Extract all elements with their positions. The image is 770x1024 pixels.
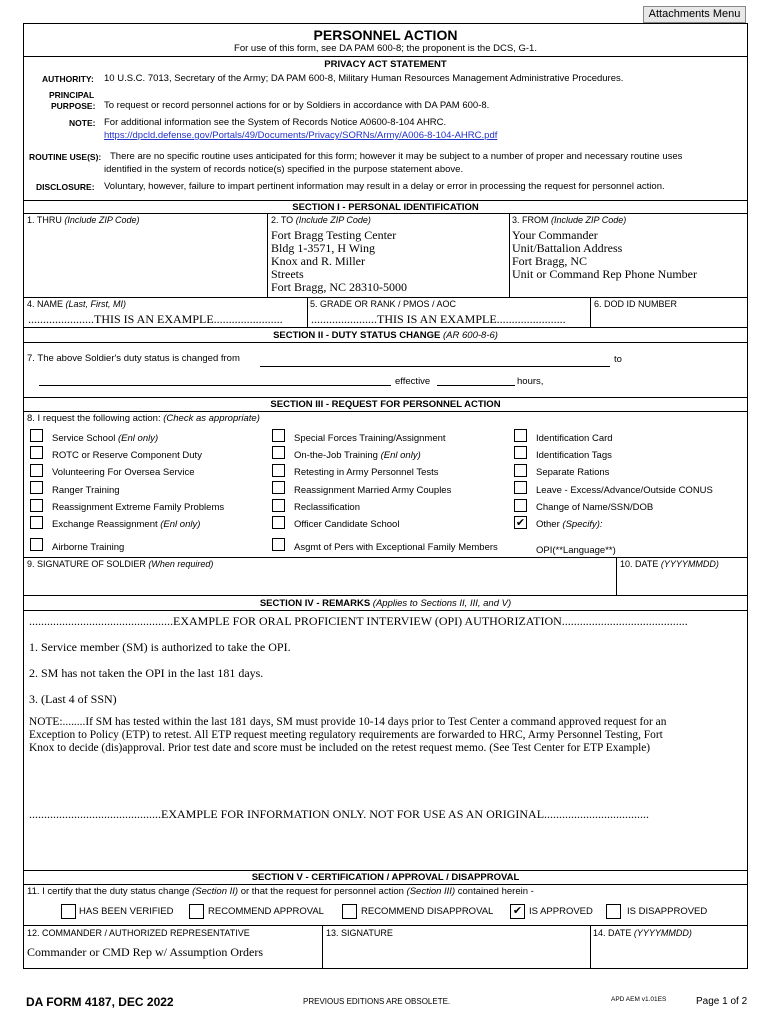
checkbox-other[interactable]: ✔ [515,517,526,529]
soldier-date-label: 10. DATE (YYYYMMDD) [620,559,719,569]
other-specify-field[interactable]: OPI(**Language**) [536,545,616,556]
option-other: Other (Specify): [536,519,603,530]
option-change-name: Change of Name/SSN/DOB [536,502,654,513]
section-4-heading: SECTION IV - REMARKS (Applies to Sections II, III, and V) [259,598,512,609]
to-line: Fort Bragg Testing Center [271,228,397,242]
commander-field[interactable]: Commander or CMD Rep w/ Assumption Orders [27,945,263,959]
checkbox-recommend-approval[interactable] [189,904,204,919]
checkbox-special-forces[interactable] [272,429,285,442]
option-leave: Leave - Excess/Advance/Outside CONUS [536,485,713,496]
to-line: Bldg 1-3571, H Wing [271,241,375,255]
approval-date-field[interactable] [593,941,743,965]
option-ojt: On-the-Job Training (Enl only) [294,450,421,461]
form-subtitle: For use of this form, see DA PAM 600-8; the proponent is the DCS, G-1. [234,43,537,54]
remarks-note-2: Exception to Policy (ETP) to retest. All ETP request meeting regulatory requirements are forwarded to HRC, Army Personnel Testing, Fort [29,729,663,741]
checkbox-reassignment-married[interactable] [272,481,285,494]
routine-text-2: identified in the system of records notice(s) specified in the purpose statement above. [104,164,464,175]
remarks-item-2: 2. SM has not taken the OPI in the last 181 days. [29,666,264,680]
option-asgmt-exceptional: Asgmt of Pers with Exceptional Family Members [294,542,498,553]
routine-label: ROUTINE USE(S): [29,152,102,162]
from-line: Your Commander [512,228,598,242]
checkbox-leave[interactable] [514,481,527,494]
grade-label: 5. GRADE OR RANK / PMOS / AOC [310,299,457,309]
from-line: Fort Bragg, NC [512,254,587,268]
to-address-field[interactable] [271,229,407,294]
effective-hours-field[interactable] [437,385,515,386]
checkbox-ranger-training[interactable] [30,481,43,494]
option-rotc: ROTC or Reserve Component Duty [52,450,202,461]
to-line: Streets [271,267,304,281]
purpose-label: PURPOSE: [51,101,96,111]
to-line: Fort Bragg, NC 28310-5000 [271,280,407,294]
name-field[interactable]: ......................THIS IS AN EXAMPLE....................... [28,312,283,326]
section-2-heading: SECTION II - DUTY STATUS CHANGE (AR 600-8-6) [273,330,498,341]
duty-to-field[interactable] [39,385,391,386]
form-number: DA FORM 4187, DEC 2022 [26,995,174,1009]
checkbox-is-disapproved[interactable] [606,904,621,919]
from-label: 3. FROM (Include ZIP Code) [512,215,627,225]
soldier-date-field[interactable] [620,572,742,592]
duty-from-field[interactable] [260,366,610,367]
checkbox-change-name[interactable] [514,499,527,512]
checkbox-volunteering-oversea[interactable] [30,464,43,477]
to-text: to [614,354,622,365]
option-recommend-approval: RECOMMEND APPROVAL [208,906,324,917]
section-3-heading: SECTION III - REQUEST FOR PERSONNEL ACTION [270,399,501,410]
checkbox-asgmt-exceptional[interactable] [272,538,285,551]
personnel-action-form [23,23,748,969]
sorn-link[interactable]: https://dpcld.defense.gov/Portals/49/Documents/Privacy/SORNs/Army/A006-8-104-AHRC.pdf [104,130,498,141]
dod-id-label: 6. DOD ID NUMBER [594,299,678,309]
checkbox-id-tags[interactable] [514,446,527,459]
page-number: Page 1 of 2 [696,996,748,1007]
checkbox-ojt[interactable] [272,446,285,459]
from-address-field[interactable] [512,229,697,281]
option-airborne-training: Airborne Training [52,542,125,553]
remarks-example-notice: ............................................EXAMPLE FOR INFORMATION ONLY. NOT FOR USE AS AN ORIGINAL................................... [29,807,650,821]
option-service-school: Service School (Enl only) [52,433,159,444]
from-line: Unit/Battalion Address [512,241,623,255]
checkbox-service-school[interactable] [30,429,43,442]
option-is-disapproved: IS DISAPPROVED [627,906,708,917]
authority-label: AUTHORITY: [42,74,94,84]
editions-notice: PREVIOUS EDITIONS ARE OBSOLETE. [303,997,451,1006]
authority-text: 10 U.S.C. 7013, Secretary of the Army; DA PAM 600-8, Military Human Resources Management Administrative Procedures. [104,73,624,84]
option-recommend-disapproval: RECOMMEND DISAPPROVAL [361,906,494,917]
option-separate-rations: Separate Rations [536,467,610,478]
remarks-item-3: 3. (Last 4 of SSN) [29,692,117,706]
routine-text-1: There are no specific routine uses anticipated for this form; however it may be subject to a number of proper and necessary routine uses [110,151,683,162]
soldier-signature-field[interactable] [27,572,612,592]
request-line: 8. I request the following action: (Check as appropriate) [27,413,260,424]
option-id-card: Identification Card [536,433,613,444]
checkbox-id-card[interactable] [514,429,527,442]
thru-label: 1. THRU (Include ZIP Code) [27,215,140,225]
certify-line: 11. I certify that the duty status change (Section II) or that the request for personnel action (Section III) contained herein - [27,886,534,897]
grade-field[interactable]: ......................THIS IS AN EXAMPLE....................... [311,312,566,326]
purpose-text: To request or record personnel actions for or by Soldiers in accordance with DA PAM 600-8. [104,100,490,111]
disclosure-text: Voluntary, however, failure to impart pertinent information may result in a delay or error in processing the request for personnel action. [104,181,665,192]
option-reclassification: Reclassification [294,502,360,513]
from-line: Unit or Command Rep Phone Number [512,267,697,281]
option-reassignment-married: Reassignment Married Army Couples [294,485,452,496]
remarks-note-1: NOTE:........If SM has tested within the last 181 days, SM must provide 10-14 days prior to Test Center a command approved request for an [29,716,667,728]
option-special-forces: Special Forces Training/Assignment [294,433,446,444]
checkbox-airborne-training[interactable] [30,538,43,551]
note-text: For additional information see the System of Records Notice A0600-8-104 AHRC. [104,117,447,128]
to-label: 2. TO (Include ZIP Code) [271,215,371,225]
option-retesting: Retesting in Army Personnel Tests [294,467,439,478]
section-5-heading: SECTION V - CERTIFICATION / APPROVAL / DISAPPROVAL [251,872,520,883]
option-exchange-reassignment: Exchange Reassignment (Enl only) [52,519,201,530]
principal-label: PRINCIPAL [49,90,95,100]
signature-label: 13. SIGNATURE [326,928,393,938]
version-label: APD AEM v1.01ES [611,996,667,1003]
checkbox-reclassification[interactable] [272,499,285,512]
checkbox-is-approved[interactable]: ✔ [510,904,525,919]
hours-text: hours, [517,376,544,387]
approval-date-label: 14. DATE (YYYYMMDD) [593,928,692,938]
form-title: PERSONNEL ACTION [313,27,458,43]
checkbox-separate-rations[interactable] [514,464,527,477]
signature-field[interactable] [326,941,586,965]
checkbox-ocs[interactable] [272,516,285,529]
disclosure-label: DISCLOSURE: [36,182,95,192]
attachments-menu-button[interactable]: Attachments Menu [643,6,746,23]
checkbox-recommend-disapproval[interactable] [342,904,357,919]
to-line: Knox and R. Miller [271,254,365,268]
note-label: NOTE: [69,118,96,128]
checkbox-rotc[interactable] [30,446,43,459]
checkbox-exchange-reassignment[interactable] [30,516,43,529]
privacy-heading: PRIVACY ACT STATEMENT [324,59,447,70]
option-reassignment-extreme: Reassignment Extreme Family Problems [52,502,225,513]
option-is-approved: IS APPROVED [529,906,593,917]
effective-text: effective [395,376,431,387]
option-ocs: Officer Candidate School [294,519,400,530]
section-1-heading: SECTION I - PERSONAL IDENTIFICATION [292,202,479,213]
commander-label: 12. COMMANDER / AUTHORIZED REPRESENTATIVE [27,928,250,938]
name-label: 4. NAME (Last, First, MI) [27,299,127,309]
option-has-been-verified: HAS BEEN VERIFIED [79,906,174,917]
remarks-field[interactable] [27,612,744,865]
checkbox-reassignment-extreme[interactable] [30,499,43,512]
soldier-signature-label: 9. SIGNATURE OF SOLDIER (When required) [27,559,214,569]
option-id-tags: Identification Tags [536,450,612,461]
checkbox-has-been-verified[interactable] [61,904,76,919]
remarks-item-1: 1. Service member (SM) is authorized to take the OPI. [29,640,291,654]
remarks-note-3: Knox to decide (dis)approval. Prior test date and score must be included on the retest request memo. (See Test Center for ETP Example) [29,742,651,754]
remarks-opi-heading: ................................................EXAMPLE FOR ORAL PROFICIENT INTERVIEW (OPI) AUTHORIZATION.......................................... [29,614,688,628]
option-volunteering-oversea: Volunteering For Oversea Service [52,467,195,478]
duty-status-line: 7. The above Soldier's duty status is changed from [27,353,240,364]
checkbox-retesting[interactable] [272,464,285,477]
option-ranger-training: Ranger Training [52,485,120,496]
